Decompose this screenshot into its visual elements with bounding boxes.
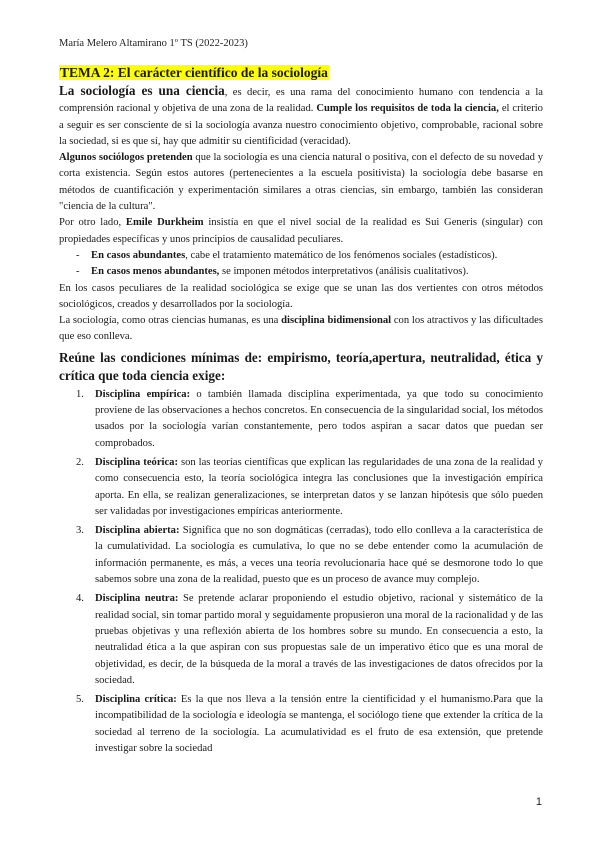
list-item [59, 692, 543, 757]
list-item-text: son las teorías científicas que explican las regularidades de una zona de la realidad y como consecuencia esto, la teoría sociológica integra las conclusiones que la investigación empírica aporta. En ella, se realizan generalizaciones, se interpretan datos y se lanzan hipótesis que sólo pueden ser validadas por investigaciones empíricas anteriormente. [95, 456, 543, 517]
durkheim-bold: Emile Durkheim [125, 217, 204, 229]
list-item [59, 591, 543, 689]
durkheim-text-2: insistía en que el nivel social de la realidad es Sui Generis (singular) con propiedades específicas y unos principios de causalidad peculiares. [59, 217, 543, 245]
list-item-bold: En casos menos abundantes, [91, 266, 220, 278]
number-marker: 4. [76, 593, 84, 605]
list-item [59, 455, 543, 520]
list-item-text: se imponen métodos interpretativos (análisis cualitativos). [219, 266, 469, 278]
dash-marker: - [76, 249, 80, 261]
list-item-text: Significa que no son dogmáticas (cerradas), todo ello conlleva a la característica de la cumulatividad. La sociología es cumulativa, lo que no se debe entender como la acumulación de información permanente, es más, a veces una teoría revolucionaria hace qué se desmorone todo lo que sabemos sobre una zona de la realidad, puesto que es un proceso de avance muy complejo. [95, 525, 543, 586]
list-item-bold: Disciplina neutra: [95, 593, 179, 605]
list-item-bold: Disciplina teórica: [95, 456, 178, 468]
intro-text-2: el criterio a seguir es ser consciente de si la sociología avanza nuestro conocimiento objetivo, comprobable, racional sobre la sociedad, si es que sí, hay que admitir su cientificidad (veracidad). [59, 103, 543, 147]
number-marker: 2. [76, 456, 84, 468]
document-body [59, 64, 543, 760]
page-header: María Melero Altamirano 1º TS (2022-2023) [59, 38, 248, 49]
positivist-text: que la sociología es una ciencia natural o positiva, con el defecto de su novedad y corta existencia. Según estos autores (pertenecientes a la escuela positivista) la sociología debe basarse en métodos de cuantificación y experimentación similares a otras ciencias, sin embargo, también las consideran "ciencia de la cultura". [59, 152, 543, 213]
bidimensional-text-2: con los atractivos y las dificultades que eso conlleva. [59, 315, 543, 343]
intro-paragraph [59, 83, 543, 150]
title-highlight: TEMA 2: El carácter científico de la sociología [60, 65, 328, 80]
conditions-heading: Reúne las condiciones mínimas de: empirismo, teoría,apertura, neutralidad, ética y crítica que toda ciencia exige: [59, 349, 543, 383]
list-item [59, 264, 543, 280]
list-item-bold: En casos abundantes [91, 249, 186, 261]
dash-marker: - [76, 266, 80, 278]
intro-text-1: , es decir, es una rama del conocimiento humano con tendencia a la comprensión racional y objetiva de una zona de la realidad. [59, 87, 543, 115]
page-title [59, 64, 543, 82]
list-item [59, 248, 543, 264]
list-item [59, 523, 543, 588]
positivist-paragraph [59, 150, 543, 215]
intro-lead: La sociología es una ciencia [59, 83, 225, 98]
list-item-bold: Disciplina empírica: [95, 388, 191, 400]
list-item-bold: Disciplina crítica: [95, 694, 177, 706]
number-marker: 5. [76, 694, 84, 706]
list-item [59, 387, 543, 452]
list-item-text: Es la que nos lleva a la tensión entre la cientificidad y el humanismo.Para que la incompatibilidad de la sociología e ideología se mantenga, el sociólogo tiene que extender la crítica de la sociedad al terreno de la sociología. La acumulatividad es el fruto de esa extensión, que pretende investigar sobre la sociedad [95, 694, 543, 754]
list-item-text: , cabe el tratamiento matemático de los fenómenos sociales (estadísticos). [185, 249, 498, 261]
conditions-list [59, 387, 543, 758]
cases-list [59, 248, 543, 281]
positivist-bold: Algunos sociólogos pretenden [59, 152, 193, 164]
peculiar-cases-paragraph: En los casos peculiares de la realidad sociológica se exige que se unan las dos vertientes con otros métodos sociológicos, creados y desarrollados por la sociología. [59, 282, 543, 310]
list-item-text: o también llamada disciplina experimentada, ya que todo su conocimiento proviene de las observaciones a hechos concretos. En consecuencia de la singularidad social, los métodos usados por la sociología varían constantemente, pero todos aspiran a sacar datos que puedan ser comprobados. [95, 388, 543, 449]
bidimensional-paragraph [59, 313, 543, 346]
bidimensional-bold: disciplina bidimensional [281, 315, 392, 327]
list-item-bold: Disciplina abierta: [95, 525, 180, 537]
list-item-text: Se pretende aclarar proponiendo el estudio objetivo, racional y sistemático de la realidad social, sin tomar partido moral y seguidamente propusieron una moral de la racionalidad y de las pruebas objetivas y una reflexión abierta de los hombres sobre su mundo. En consecuencia a esto, la neutralidad ética a la que aspiran con sus propuestas sale de un imperativo ético que es una moral de objetividad, es decir, de la búsqueda de la moral a través de las investigaciones de datos ofrecidos por la sociedad. [95, 593, 543, 686]
number-marker: 3. [76, 525, 84, 537]
durkheim-text-1: Por otro lado, [59, 217, 126, 229]
durkheim-paragraph [59, 215, 543, 248]
intro-bold-1: Cumple los requisitos de toda la ciencia, [316, 103, 499, 115]
page-number: 1 [535, 796, 542, 808]
bidimensional-text-1: La sociología, como otras ciencias humanas, es una [59, 315, 282, 327]
number-marker: 1. [76, 388, 84, 400]
